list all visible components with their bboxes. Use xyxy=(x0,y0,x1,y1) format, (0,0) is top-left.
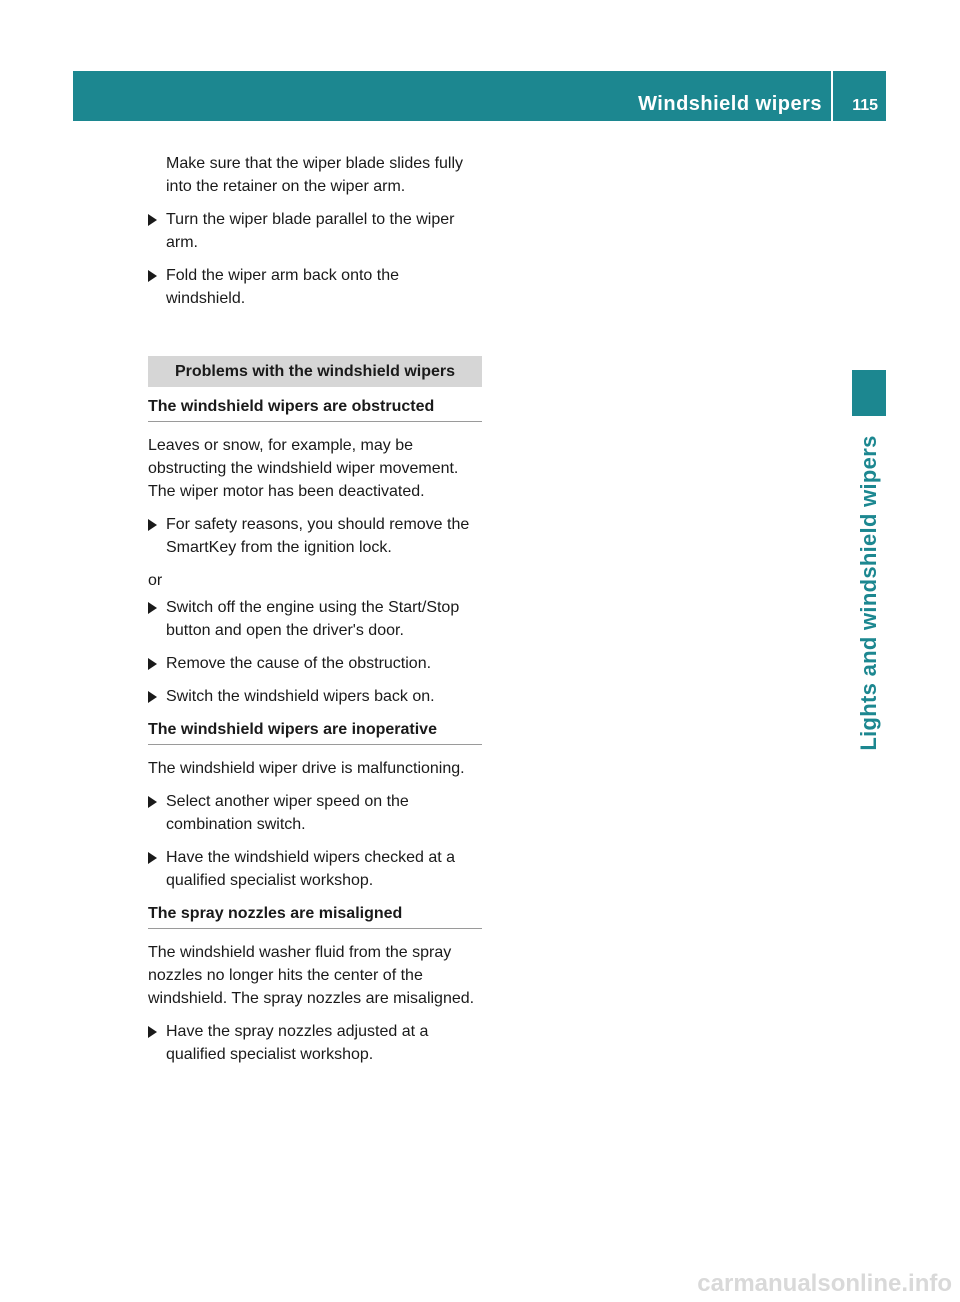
step-text: Have the spray nozzles adjusted at a qualified specialist workshop. xyxy=(166,1023,429,1063)
arrow-step-icon xyxy=(148,691,157,703)
arrow-step-icon xyxy=(148,519,157,531)
subheading-obstructed: The windshield wipers are obstructed xyxy=(148,395,482,422)
paragraph: The windshield washer fluid from the spray nozzles no longer hits the center of the windshield. The spray nozzles are misaligned. xyxy=(148,944,475,1007)
step-text: For safety reasons, you should remove the SmartKey from the ignition lock. xyxy=(166,516,470,556)
step-text: Switch the windshield wipers back on. xyxy=(166,688,435,705)
subheading-nozzles: The spray nozzles are misaligned xyxy=(148,902,482,929)
chapter-tab xyxy=(852,370,886,416)
step-item xyxy=(148,685,482,708)
step-text: Fold the wiper arm back onto the windshield. xyxy=(166,267,400,307)
header-title: Windshield wipers xyxy=(638,93,822,115)
intro-continuation: Make sure that the wiper blade slides fully into the retainer on the wiper arm. xyxy=(166,155,464,195)
step-text: Have the windshield wipers checked at a qualified specialist workshop. xyxy=(166,849,456,889)
step-item xyxy=(148,596,482,642)
watermark: carmanualsonline.info xyxy=(697,1270,952,1297)
main-content xyxy=(148,152,482,1076)
subheading-inoperative: The windshield wipers are inoperative xyxy=(148,718,482,745)
arrow-step-icon xyxy=(148,602,157,614)
arrow-step-icon xyxy=(148,852,157,864)
arrow-step-icon xyxy=(148,658,157,670)
chapter-label: Lights and windshield wipers xyxy=(856,435,881,751)
step-text: Select another wiper speed on the combination switch. xyxy=(166,793,409,833)
arrow-step-icon xyxy=(148,796,157,808)
paragraph: Leaves or snow, for example, may be obstructing the windshield wiper movement. The wiper motor has been deactivated. xyxy=(148,437,459,500)
arrow-step-icon xyxy=(148,1026,157,1038)
step-item xyxy=(148,264,482,310)
step-text: Switch off the engine using the Start/Stop button and open the driver's door. xyxy=(166,599,460,639)
page-header xyxy=(73,71,886,121)
step-item xyxy=(148,846,482,892)
step-item xyxy=(148,790,482,836)
paragraph: The windshield wiper drive is malfunctioning. xyxy=(148,760,465,777)
arrow-step-icon xyxy=(148,270,157,282)
step-item xyxy=(148,652,482,675)
step-item xyxy=(148,1020,482,1066)
header-divider xyxy=(831,71,833,121)
step-item xyxy=(148,208,482,254)
arrow-step-icon xyxy=(148,214,157,226)
or-text: or xyxy=(148,572,163,589)
section-heading: Problems with the windshield wipers xyxy=(148,356,482,387)
step-text: Remove the cause of the obstruction. xyxy=(166,655,432,672)
page-number: 115 xyxy=(852,97,878,114)
step-item xyxy=(148,513,482,559)
step-text: Turn the wiper blade parallel to the wiper arm. xyxy=(166,211,455,251)
